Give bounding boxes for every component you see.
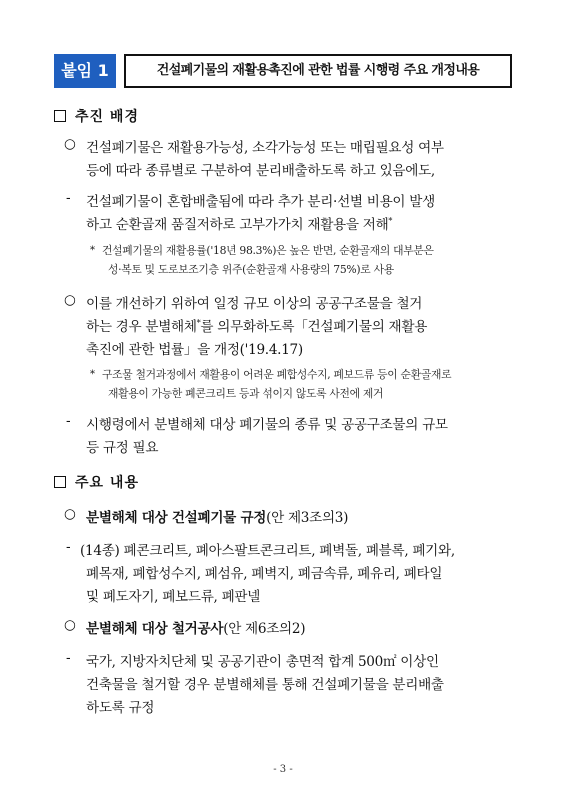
background-paragraph-1-line-2: 등에 따라 종류별로 구분하여 분리배출하도록 하고 있음에도, bbox=[86, 163, 435, 179]
dash-marker: - bbox=[66, 539, 71, 555]
main-item-1-list-line-3: 및 폐도자기, 폐보드류, 폐판넬 bbox=[86, 589, 261, 605]
dash-marker: - bbox=[66, 190, 71, 206]
background-paragraph-3-line-2: 하는 경우 분별해체*를 의무화하도록「건설폐기물의 재활용 bbox=[86, 318, 428, 335]
main-item-2-heading: 분별해체 대상 철거공사(안 제6조의2) bbox=[86, 621, 306, 637]
footnote-marker: * bbox=[196, 318, 201, 328]
circle-bullet-icon: ○ bbox=[64, 136, 76, 152]
page-title: 건설폐기물의 재활용촉진에 관한 법률 시행령 주요 개정내용 bbox=[124, 54, 512, 88]
title-bar bbox=[54, 54, 512, 88]
section-heading-background: 추진 배경 bbox=[54, 106, 139, 126]
circle-bullet-icon: ○ bbox=[64, 292, 76, 308]
circle-bullet-icon: ○ bbox=[64, 617, 76, 633]
footnote-marker: * bbox=[388, 216, 393, 226]
background-paragraph-4-line-1: 시행령에서 분별해체 대상 폐기물의 종류 및 공공구조물의 규모 bbox=[86, 417, 448, 433]
square-bullet-icon bbox=[54, 110, 66, 122]
section-heading-main: 주요 내용 bbox=[54, 472, 139, 492]
background-note-1-line-1: 건설폐기물의 재활용률('18년 98.3%)은 높은 반면, 순환골재의 대부분은 bbox=[102, 244, 434, 257]
main-item-1-heading: 분별해체 대상 건설폐기물 규정(안 제3조의3) bbox=[86, 510, 349, 526]
dash-marker: - bbox=[66, 650, 71, 666]
circle-bullet-icon: ○ bbox=[64, 506, 76, 522]
background-note-2-line-2: 재활용이 가능한 폐콘크리트 등과 섞이지 않도록 사전에 제거 bbox=[108, 387, 384, 400]
note-marker: * bbox=[90, 369, 95, 380]
note-marker: * bbox=[90, 245, 95, 256]
background-paragraph-3-line-1: 이를 개선하기 위하여 일정 규모 이상의 공공구조물을 철거 bbox=[86, 296, 423, 312]
background-note-2-line-1: 구조물 철거과정에서 재활용이 어려운 폐합성수지, 폐보드류 등이 순환골재로 bbox=[102, 368, 452, 381]
background-note-1-line-2: 성·복토 및 도로보조기층 위주(순환골재 사용량의 75%)로 사용 bbox=[108, 263, 394, 276]
main-item-2-text-line-1: 국가, 지방자치단체 및 공공기관이 총면적 합계 500㎡ 이상인 bbox=[86, 654, 439, 670]
page-number: - 3 - bbox=[273, 764, 293, 775]
background-paragraph-2-line-1: 건설폐기물이 혼합배출됨에 따라 추가 분리·선별 비용이 발생 bbox=[86, 194, 435, 210]
background-paragraph-1-line-1: 건설폐기물은 재활용가능성, 소각가능성 또는 매립필요성 여부 bbox=[86, 140, 444, 156]
background-paragraph-4-line-2: 등 규정 필요 bbox=[86, 440, 159, 456]
background-paragraph-2-line-2: 하고 순환골재 품질저하로 고부가가치 재활용을 저해* bbox=[86, 216, 393, 233]
main-item-2-text-line-3: 하도록 규정 bbox=[86, 700, 155, 716]
main-item-1-list-line-2: 폐목재, 폐합성수지, 폐섬유, 폐벽지, 폐금속류, 폐유리, 폐타일 bbox=[86, 566, 443, 582]
attachment-tag: 붙임 1 bbox=[54, 54, 116, 88]
main-item-2-text-line-2: 건축물을 철거할 경우 분별해체를 통해 건설폐기물을 분리배출 bbox=[86, 677, 444, 693]
square-bullet-icon bbox=[54, 476, 66, 488]
dash-marker: - bbox=[66, 413, 71, 429]
background-paragraph-3-line-3: 촉진에 관한 법률」을 개정('19.4.17) bbox=[86, 342, 303, 358]
main-item-1-list-line-1: (14종) 폐콘크리트, 폐아스팔트콘크리트, 폐벽돌, 폐블록, 폐기와, bbox=[80, 543, 455, 559]
